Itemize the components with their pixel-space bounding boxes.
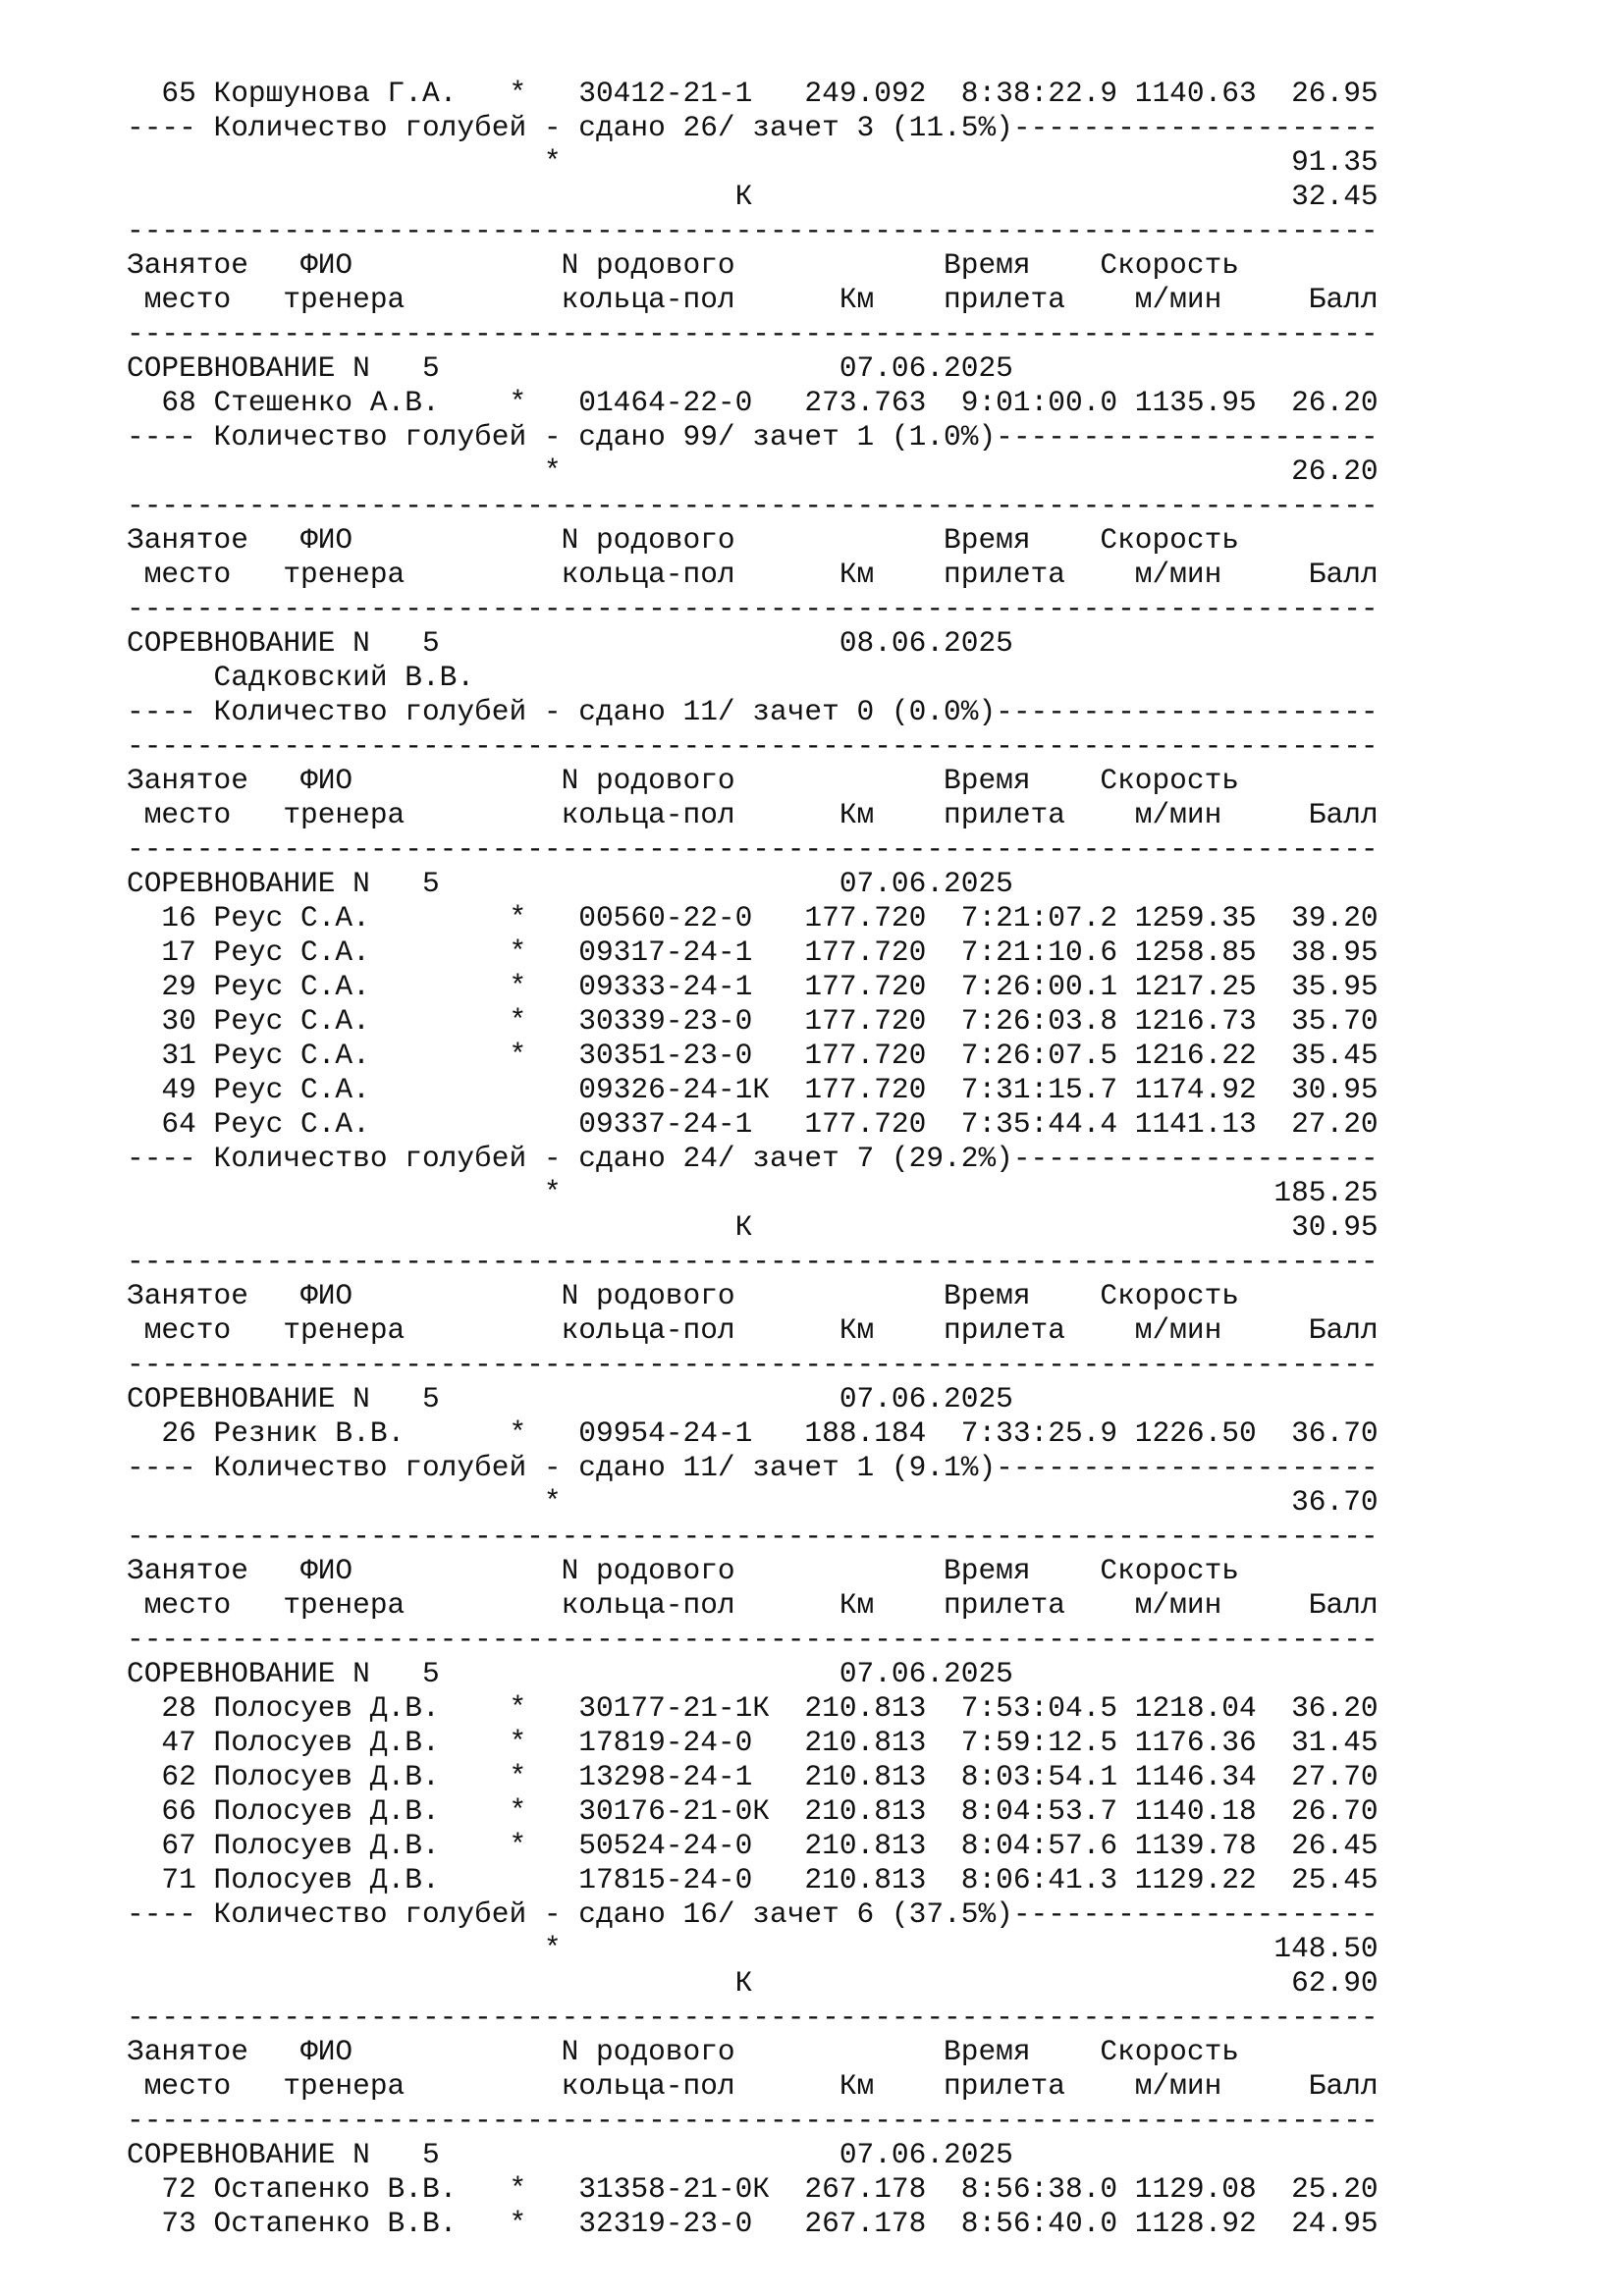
column-header: место тренера кольца-пол Км прилета м/мин Балл — [127, 1313, 1379, 1347]
competition-header: СОРЕВНОВАНИЕ N 5 07.06.2025 — [127, 2138, 1013, 2171]
summary-line: ---- Количество голубей - сдано 26/ зачет 3 (11.5%)--------------------- — [127, 111, 1379, 144]
separator-line: ------------------------------------------------------------------------ — [127, 1245, 1379, 1278]
total-line: К 62.90 — [127, 1966, 1379, 2000]
result-row: 30 Реус С.А. * 30339-23-0 177.720 7:26:03.8 1216.73 35.70 — [127, 1004, 1379, 1038]
separator-line: ------------------------------------------------------------------------ — [127, 214, 1379, 247]
column-header: Занятое ФИО N родового Время Скорость — [127, 248, 1239, 282]
column-header: Занятое ФИО N родового Время Скорость — [127, 2035, 1239, 2068]
total-line: К 30.95 — [127, 1210, 1379, 1244]
competition-header: СОРЕВНОВАНИЕ N 5 07.06.2025 — [127, 867, 1013, 900]
summary-line: ---- Количество голубей - сдано 99/ зачет 1 (1.0%)---------------------- — [127, 420, 1379, 454]
result-row: 68 Стешенко А.В. * 01464-22-0 273.763 9:01:00.0 1135.95 26.20 — [127, 386, 1379, 419]
result-row: 73 Остапенко В.В. * 32319-23-0 267.178 8:56:40.0 1128.92 24.95 — [127, 2207, 1379, 2240]
summary-line: ---- Количество голубей - сдано 24/ зачет 7 (29.2%)--------------------- — [127, 1142, 1379, 1175]
result-row: 72 Остапенко В.В. * 31358-21-0К 267.178 8:56:38.0 1129.08 25.20 — [127, 2172, 1379, 2206]
result-row: 71 Полосуев Д.В. 17815-24-0 210.813 8:06:41.3 1129.22 25.45 — [127, 1863, 1379, 1896]
result-row: 47 Полосуев Д.В. * 17819-24-0 210.813 7:59:12.5 1176.36 31.45 — [127, 1726, 1379, 1759]
separator-line: ------------------------------------------------------------------------ — [127, 2001, 1379, 2034]
result-row: 17 Реус С.А. * 09317-24-1 177.720 7:21:10.6 1258.85 38.95 — [127, 935, 1379, 969]
result-row: 16 Реус С.А. * 00560-22-0 177.720 7:21:07.2 1259.35 39.20 — [127, 901, 1379, 934]
column-header: место тренера кольца-пол Км прилета м/мин Балл — [127, 283, 1379, 316]
result-row: 64 Реус С.А. 09337-24-1 177.720 7:35:44.4 1141.13 27.20 — [127, 1107, 1379, 1141]
summary-line: ---- Количество голубей - сдано 11/ зачет 1 (9.1%)---------------------- — [127, 1451, 1379, 1484]
separator-line: ------------------------------------------------------------------------ — [127, 1348, 1379, 1381]
total-line: * 148.50 — [127, 1932, 1379, 1965]
result-row: 49 Реус С.А. 09326-24-1К 177.720 7:31:15.7 1174.92 30.95 — [127, 1073, 1379, 1106]
total-line: К 32.45 — [127, 180, 1379, 213]
separator-line: ------------------------------------------------------------------------ — [127, 489, 1379, 522]
column-header: место тренера кольца-пол Км прилета м/мин Балл — [127, 558, 1379, 591]
column-header: Занятое ФИО N родового Время Скорость — [127, 1554, 1239, 1587]
competition-header: СОРЕВНОВАНИЕ N 5 07.06.2025 — [127, 351, 1013, 385]
result-row: 31 Реус С.А. * 30351-23-0 177.720 7:26:07.5 1216.22 35.45 — [127, 1039, 1379, 1072]
competition-header: СОРЕВНОВАНИЕ N 5 07.06.2025 — [127, 1382, 1013, 1415]
separator-line: ------------------------------------------------------------------------ — [127, 2104, 1379, 2137]
separator-line: ------------------------------------------------------------------------ — [127, 317, 1379, 350]
column-header: Занятое ФИО N родового Время Скорость — [127, 523, 1239, 557]
competition-header: СОРЕВНОВАНИЕ N 5 07.06.2025 — [127, 1657, 1013, 1690]
total-line: * 91.35 — [127, 145, 1379, 179]
column-header: место тренера кольца-пол Км прилета м/мин Балл — [127, 2069, 1379, 2103]
summary-line: ---- Количество голубей - сдано 16/ зачет 6 (37.5%)--------------------- — [127, 1897, 1379, 1931]
total-line: * 185.25 — [127, 1176, 1379, 1209]
column-header: место тренера кольца-пол Км прилета м/мин Балл — [127, 798, 1379, 831]
result-row: 67 Полосуев Д.В. * 50524-24-0 210.813 8:04:57.6 1139.78 26.45 — [127, 1829, 1379, 1862]
separator-line: ------------------------------------------------------------------------ — [127, 832, 1379, 866]
result-row: 65 Коршунова Г.А. * 30412-21-1 249.092 8:38:22.9 1140.63 26.95 — [127, 77, 1379, 110]
column-header: Занятое ФИО N родового Время Скорость — [127, 1279, 1239, 1312]
separator-line: ------------------------------------------------------------------------ — [127, 592, 1379, 625]
total-line: * 26.20 — [127, 454, 1379, 488]
total-line: * 36.70 — [127, 1485, 1379, 1519]
column-header: место тренера кольца-пол Км прилета м/мин Балл — [127, 1588, 1379, 1622]
result-row: 62 Полосуев Д.В. * 13298-24-1 210.813 8:03:54.1 1146.34 27.70 — [127, 1760, 1379, 1793]
results-printout — [127, 77, 1379, 2241]
result-row: 28 Полосуев Д.В. * 30177-21-1К 210.813 7:53:04.5 1218.04 36.20 — [127, 1691, 1379, 1725]
result-row: 26 Резник В.В. * 09954-24-1 188.184 7:33:25.9 1226.50 36.70 — [127, 1416, 1379, 1450]
separator-line: ------------------------------------------------------------------------ — [127, 1520, 1379, 1553]
column-header: Занятое ФИО N родового Время Скорость — [127, 764, 1239, 797]
competition-header: СОРЕВНОВАНИЕ N 5 08.06.2025 — [127, 626, 1013, 660]
result-row: 29 Реус С.А. * 09333-24-1 177.720 7:26:00.1 1217.25 35.95 — [127, 970, 1379, 1003]
result-row: 66 Полосуев Д.В. * 30176-21-0К 210.813 8:04:53.7 1140.18 26.70 — [127, 1794, 1379, 1828]
separator-line: ------------------------------------------------------------------------ — [127, 1623, 1379, 1656]
separator-line: ------------------------------------------------------------------------ — [127, 729, 1379, 763]
participant-name: Садковский В.В. — [127, 661, 475, 694]
summary-line: ---- Количество голубей - сдано 11/ зачет 0 (0.0%)---------------------- — [127, 695, 1379, 728]
